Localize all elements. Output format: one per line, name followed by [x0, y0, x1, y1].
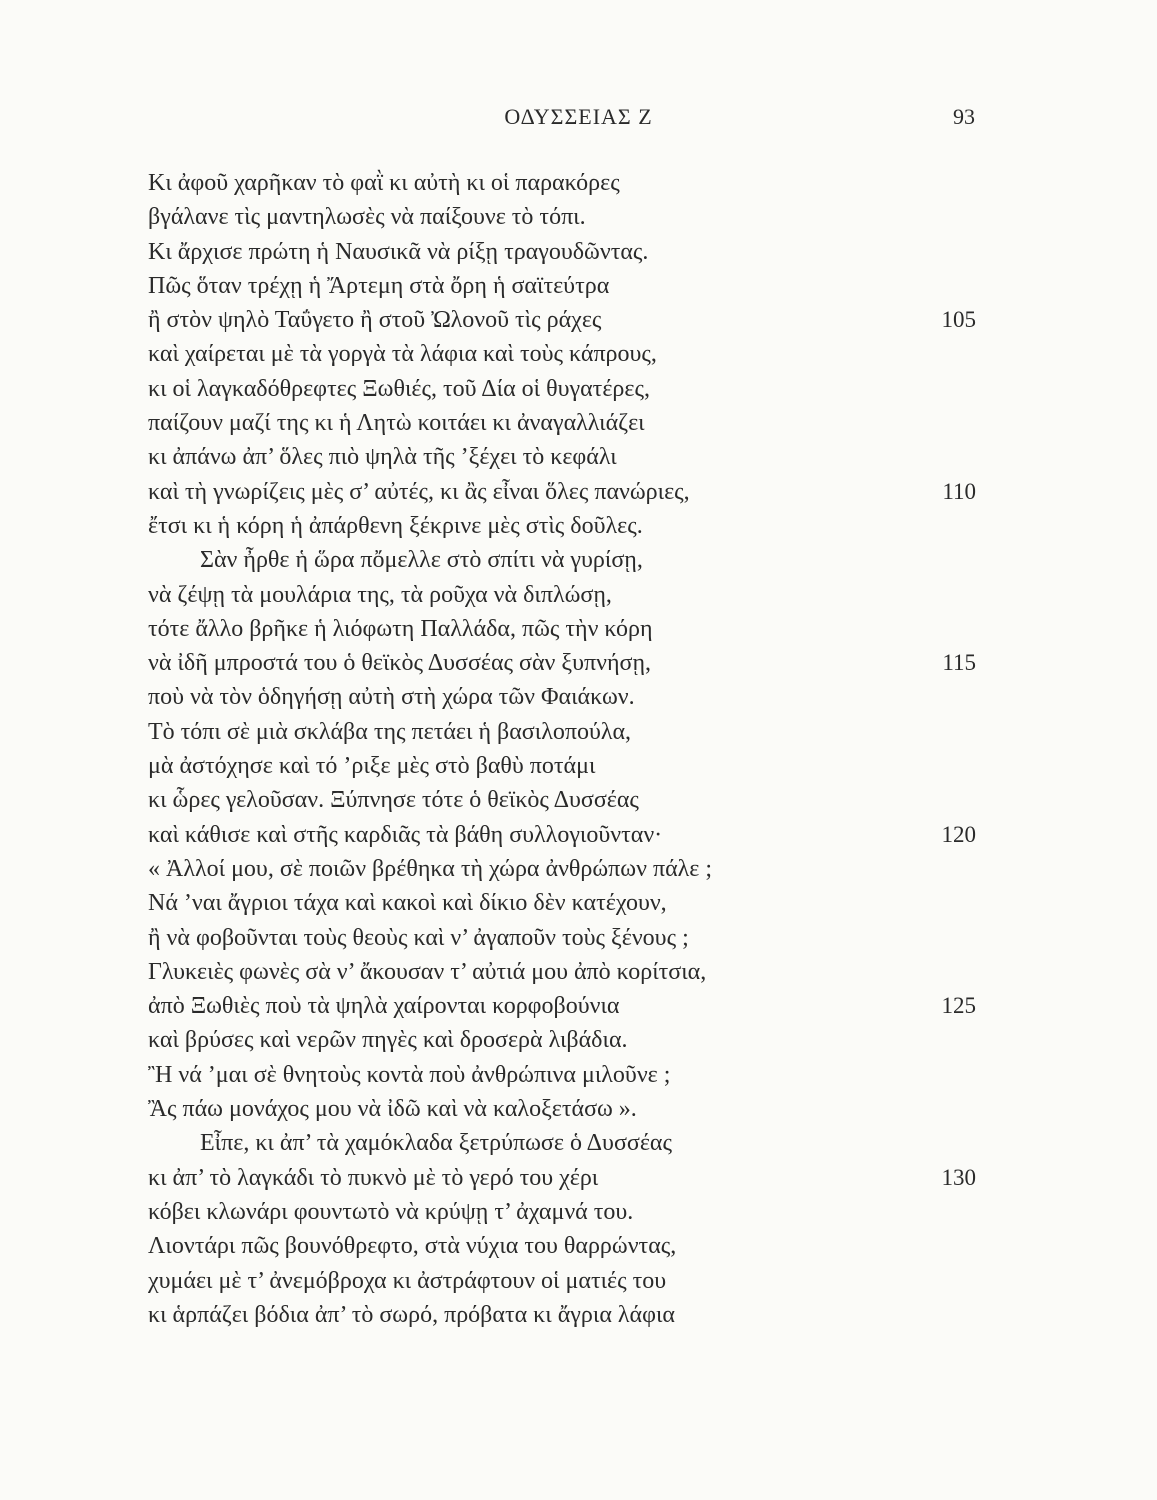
verse-line — [148, 612, 978, 646]
verse-line — [148, 337, 978, 371]
verse-line — [148, 166, 978, 200]
verse-text: ἀπὸ Ξωθιὲς ποὺ τὰ ψηλὰ χαίρονται κορφοβούνια — [148, 993, 620, 1020]
verse-line — [148, 1229, 978, 1263]
verse-text: καὶ βρύσες καὶ νερῶν πηγὲς καὶ δροσερὰ λιβάδια. — [148, 1027, 628, 1054]
verse-line — [148, 1264, 978, 1298]
running-header-title: ΟΔΥΣΣΕΙΑΣ Ζ — [504, 104, 653, 129]
verse-line — [148, 406, 978, 440]
verse-line — [148, 543, 978, 577]
verse-text: Εἶπε, κι ἀπ’ τὰ χαμόκλαδα ξετρύπωσε ὁ Δυσσέας — [200, 1130, 672, 1157]
verse-line — [148, 235, 978, 269]
verse-text: νὰ ζέψῃ τὰ μουλάρια της, τὰ ροῦχα νὰ διπλώσῃ, — [148, 581, 612, 608]
verse-text: χυμάει μὲ τ’ ἀνεμόβροχα κι ἀστράφτουν οἱ ματιές του — [148, 1267, 667, 1294]
verse-text: Κι ἀφοῦ χαρῆκαν τὸ φαῒ κι αὐτὴ κι οἱ παρακόρες — [148, 170, 620, 196]
verse-line — [148, 578, 978, 612]
verse-text: τότε ἄλλο βρῆκε ἡ λιόφωτη Παλλάδα, πῶς τὴν κόρη — [148, 615, 653, 642]
verse-text: κι ἀπ’ τὸ λαγκάδι τὸ πυκνὸ μὲ τὸ γερό του χέρι — [148, 1164, 599, 1191]
verse-line — [148, 1126, 978, 1160]
line-number: 120 — [941, 821, 976, 847]
verse-line — [148, 1023, 978, 1057]
verse-text: μὰ ἀστόχησε καὶ τό ’ριξε μὲς στὸ βαθὺ ποτάμι — [148, 753, 596, 780]
verse-line — [148, 440, 978, 474]
verse-line — [148, 372, 978, 406]
verse-text: κι οἱ λαγκαδόθρεφτες Ξωθιές, τοῦ Δία οἱ θυγατέρες, — [148, 375, 650, 402]
verse-text: βγάλανε τὶς μαντηλωσὲς νὰ παίξουνε τὸ τόπι. — [148, 204, 586, 231]
verse-line — [148, 1298, 978, 1332]
verse-line — [148, 921, 978, 955]
verse-text: καὶ τὴ γνωρίζεις μὲς σ’ αὐτές, κι ἂς εἶναι ὅλες πανώριες, — [148, 478, 690, 505]
verse-text: ἢ νὰ φοβοῦνται τοὺς θεοὺς καὶ ν’ ἀγαποῦν τοὺς ξένους ; — [148, 924, 689, 951]
verse-line — [148, 1058, 978, 1092]
verse-text: κόβει κλωνάρι φουντωτὸ νὰ κρύψῃ τ’ ἀχαμνά του. — [148, 1198, 634, 1225]
verse-text: νὰ ἰδῆ μπροστά του ὁ θεϊκὸς Δυσσέας σὰν ξυπνήσῃ, — [148, 650, 651, 677]
verse-text: Σὰν ἦρθε ἡ ὥρα πὄμελλε στὸ σπίτι νὰ γυρίσῃ, — [200, 547, 643, 574]
verse-text: Τὸ τόπι σὲ μιὰ σκλάβα της πετάει ἡ βασιλοπούλα, — [148, 718, 632, 745]
verse-text: Ἂς πάω μονάχος μου νὰ ἰδῶ καὶ νὰ καλοξετάσω ». — [148, 1096, 637, 1123]
verse-text: Ἢ νά ’μαι σὲ θνητοὺς κοντὰ ποὺ ἀνθρώπινα μιλοῦνε ; — [148, 1061, 671, 1088]
verse-line — [148, 509, 978, 543]
verse-line — [148, 818, 978, 852]
verse-text: Γλυκειὲς φωνὲς σὰ ν’ ἄκουσαν τ’ αὐτιά μου ἀπὸ κορίτσια, — [148, 958, 707, 985]
verse-text: ἢ στὸν ψηλὸ Ταΰγετο ἢ στοῦ Ὠλονοῦ τὶς ράχες — [148, 307, 602, 334]
verse-text: Πῶς ὅταν τρέχῃ ἡ Ἄρτεμη στὰ ὄρη ἡ σαϊτεύτρα — [148, 272, 610, 299]
page-number: 93 — [953, 104, 975, 129]
line-number: 130 — [941, 1164, 976, 1190]
line-number: 105 — [941, 307, 976, 333]
verse-text: Κι ἄρχισε πρώτη ἡ Ναυσικᾶ νὰ ρίξῃ τραγουδῶντας. — [148, 238, 649, 265]
verse-text: Νά ’ναι ἄγριοι τάχα καὶ κακοὶ καὶ δίκιο δὲν κατέχουν, — [148, 890, 667, 917]
verse-text: « Ἀλλοί μου, σὲ ποιῶν βρέθηκα τὴ χώρα ἀνθρώπων πάλε ; — [148, 855, 713, 882]
verse-line — [148, 783, 978, 817]
verse-line — [148, 200, 978, 234]
verse-line — [148, 886, 978, 920]
line-number: 110 — [942, 478, 976, 504]
verse-line — [148, 1195, 978, 1229]
verse-line — [148, 749, 978, 783]
verse-text: ποὺ νὰ τὸν ὁδηγήσῃ αὐτὴ στὴ χώρα τῶν Φαιάκων. — [148, 684, 635, 711]
verse-text: Λιοντάρι πῶς βουνόθρεφτο, στὰ νύχια του θαρρώντας, — [148, 1233, 677, 1260]
verse-text: κι ἁρπάζει βόδια ἀπ’ τὸ σωρό, πρόβατα κι ἄγρια λάφια — [148, 1301, 676, 1328]
verse-text: ἔτσι κι ἡ κόρη ἡ ἀπάρθενη ξέκρινε μὲς στὶς δοῦλες. — [148, 512, 643, 539]
line-number: 125 — [941, 993, 976, 1019]
verse-line — [148, 1161, 978, 1195]
verse-line — [148, 646, 978, 680]
verse-line — [148, 303, 978, 337]
verse-text: κι ὧρες γελοῦσαν. Ξύπνησε τότε ὁ θεϊκὸς Δυσσέας — [148, 787, 639, 814]
verse-line — [148, 715, 978, 749]
verse-line — [148, 680, 978, 714]
verse-line — [148, 475, 978, 509]
verse-line — [148, 269, 978, 303]
verse-line — [148, 852, 978, 886]
verse-line — [148, 955, 978, 989]
verse-text: κι ἀπάνω ἀπ’ ὅλες πιὸ ψηλὰ τῆς ’ξέχει τὸ κεφάλι — [148, 444, 617, 471]
verse-text: παίζουν μαζί της κι ἡ Λητὼ κοιτάει κι ἀναγαλλιάζει — [148, 410, 645, 437]
verse-line — [148, 1092, 978, 1126]
poem-body — [148, 166, 978, 1332]
verse-text: καὶ κάθισε καὶ στῆς καρδιᾶς τὰ βάθη συλλογιοῦνταν· — [148, 821, 663, 848]
verse-line — [148, 989, 978, 1023]
verse-text: καὶ χαίρεται μὲ τὰ γοργὰ τὰ λάφια καὶ τοὺς κάπρους, — [148, 341, 657, 368]
line-number: 115 — [942, 650, 976, 676]
